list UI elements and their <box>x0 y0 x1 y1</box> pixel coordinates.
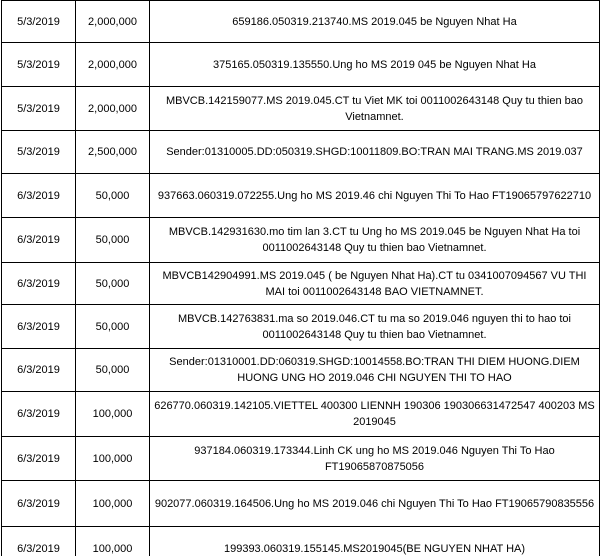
amount-cell: 100,000 <box>76 392 150 437</box>
amount-cell: 100,000 <box>76 481 150 527</box>
description-cell: 902077.060319.164506.Ung ho MS 2019.046 chi Nguyen Thi To Hao FT19065790835556 <box>150 481 600 527</box>
date-cell: 6/3/2019 <box>2 481 76 527</box>
date-cell: 6/3/2019 <box>2 174 76 218</box>
amount-cell: 50,000 <box>76 218 150 263</box>
table-row <box>2 1 600 43</box>
amount-cell: 50,000 <box>76 349 150 392</box>
amount-cell: 2,000,000 <box>76 1 150 43</box>
amount-cell: 2,000,000 <box>76 43 150 87</box>
table-row <box>2 349 600 392</box>
amount-cell: 2,500,000 <box>76 131 150 174</box>
description-cell: 199393.060319.155145.MS2019045(BE NGUYEN NHAT HA) <box>150 527 600 556</box>
table-row <box>2 43 600 87</box>
date-cell: 6/3/2019 <box>2 527 76 556</box>
description-cell: MBVCB.142159077.MS 2019.045.CT tu Viet MK toi 0011002643148 Quy tu thien bao Vietnamnet. <box>150 87 600 131</box>
amount-cell: 50,000 <box>76 263 150 305</box>
description-cell: 937184.060319.173344.Linh CK ung ho MS 2019.046 Nguyen Thi To Hao FT19065870875056 <box>150 437 600 481</box>
date-cell: 6/3/2019 <box>2 437 76 481</box>
description-cell: MBVCB.142931630.mo tim lan 3.CT tu Ung ho MS 2019.045 be Nguyen Nhat Ha toi 0011002643148 Quy tu thien bao Vietnamnet. <box>150 218 600 263</box>
description-cell: MBVCB142904991.MS 2019.045 ( be Nguyen Nhat Ha).CT tu 0341007094567 VU THI MAI toi 0011002643148 BAO VIETNAMNET. <box>150 263 600 305</box>
description-cell: 375165.050319.135550.Ung ho MS 2019 045 be Nguyen Nhat Ha <box>150 43 600 87</box>
table-row <box>2 305 600 349</box>
date-cell: 5/3/2019 <box>2 131 76 174</box>
table-row <box>2 392 600 437</box>
amount-cell: 2,000,000 <box>76 87 150 131</box>
amount-cell: 50,000 <box>76 305 150 349</box>
table-row <box>2 437 600 481</box>
table-row <box>2 218 600 263</box>
table-row <box>2 174 600 218</box>
table-row <box>2 263 600 305</box>
date-cell: 5/3/2019 <box>2 87 76 131</box>
description-cell: 659186.050319.213740.MS 2019.045 be Nguyen Nhat Ha <box>150 1 600 43</box>
amount-cell: 100,000 <box>76 437 150 481</box>
transactions-table <box>1 0 600 556</box>
date-cell: 6/3/2019 <box>2 218 76 263</box>
date-cell: 6/3/2019 <box>2 263 76 305</box>
date-cell: 6/3/2019 <box>2 305 76 349</box>
table-row <box>2 131 600 174</box>
description-cell: 937663.060319.072255.Ung ho MS 2019.46 chi Nguyen Thi To Hao FT19065797622710 <box>150 174 600 218</box>
amount-cell: 100,000 <box>76 527 150 556</box>
description-cell: 626770.060319.142105.VIETTEL 400300 LIENNH 190306 190306631472547 400203 MS 2019045 <box>150 392 600 437</box>
date-cell: 6/3/2019 <box>2 392 76 437</box>
date-cell: 6/3/2019 <box>2 349 76 392</box>
table-row <box>2 527 600 556</box>
amount-cell: 50,000 <box>76 174 150 218</box>
description-cell: Sender:01310001.DD:060319.SHGD:10014558.BO:TRAN THI DIEM HUONG.DIEM HUONG UNG HO 2019.046 CHI NGUYEN THI TO HAO <box>150 349 600 392</box>
table-row <box>2 481 600 527</box>
date-cell: 5/3/2019 <box>2 1 76 43</box>
description-cell: MBVCB.142763831.ma so 2019.046.CT tu ma so 2019.046 nguyen thi to hao toi 0011002643148 Quy tu thien bao Vietnamnet. <box>150 305 600 349</box>
date-cell: 5/3/2019 <box>2 43 76 87</box>
description-cell: Sender:01310005.DD:050319.SHGD:10011809.BO:TRAN MAI TRANG.MS 2019.037 <box>150 131 600 174</box>
table-row <box>2 87 600 131</box>
